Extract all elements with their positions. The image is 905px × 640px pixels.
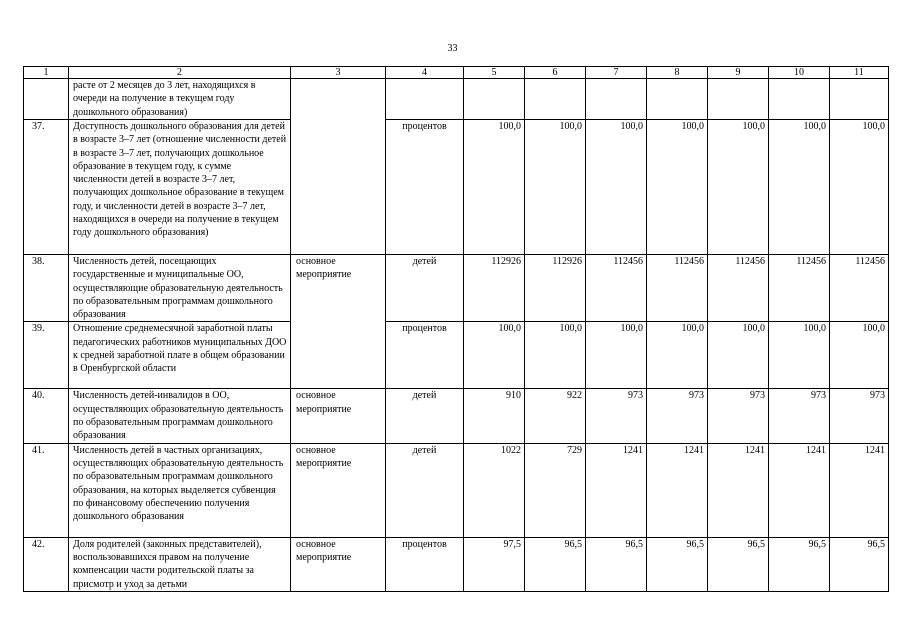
indicator-text: Доступность дошкольного образования для детей в возрасте 3–7 лет (отношение численности детей в возрасте 3–7 лет, получающих дошкольное образование в текущем году, к сумме численности детей в возрасте 3–7 лет, получающих дошкольное образование в текущем году, и численности детей в возрасте 3–7 лет, находящихся в очереди на получение в текущем году дошкольного образования) — [69, 120, 291, 255]
value-cell: 112456 — [830, 255, 889, 322]
column-header: 10 — [769, 67, 830, 79]
value-cell: 1241 — [769, 443, 830, 537]
value-cell — [830, 79, 889, 120]
column-header: 2 — [69, 67, 291, 79]
column-header: 3 — [291, 67, 386, 79]
value-cell: 100,0 — [708, 120, 769, 255]
indicator-text: расте от 2 месяцев до 3 лет, находящихся в очереди на получение в текущем году дошкольного образования) — [69, 79, 291, 120]
value-cell: 1022 — [464, 443, 525, 537]
value-cell: 96,5 — [586, 537, 647, 591]
value-cell: 112926 — [464, 255, 525, 322]
row-number — [24, 79, 69, 120]
event-cell: основное мероприятие — [291, 255, 386, 389]
value-cell: 973 — [647, 389, 708, 443]
value-cell: 96,5 — [769, 537, 830, 591]
column-header: 9 — [708, 67, 769, 79]
indicator-text: Численность детей в частных организациях, осуществляющих образовательную деятельность по образовательным программам дошкольного образования, на которых выделяется субвенция по финансовому обеспечению получения дошкольного образования — [69, 443, 291, 537]
unit-cell: процентов — [386, 537, 464, 591]
value-cell: 100,0 — [464, 120, 525, 255]
value-cell: 96,5 — [830, 537, 889, 591]
value-cell: 100,0 — [769, 120, 830, 255]
column-header: 7 — [586, 67, 647, 79]
value-cell: 100,0 — [525, 322, 586, 389]
column-header: 1 — [24, 67, 69, 79]
value-cell: 1241 — [708, 443, 769, 537]
value-cell: 100,0 — [647, 120, 708, 255]
unit-cell: процентов — [386, 120, 464, 255]
value-cell: 112456 — [769, 255, 830, 322]
indicator-text: Численность детей, посещающих государственные и муниципальные ОО, осуществляющие образовательную деятельность по образовательным программам дошкольного образования — [69, 255, 291, 322]
unit-cell: процентов — [386, 322, 464, 389]
value-cell: 910 — [464, 389, 525, 443]
value-cell — [525, 79, 586, 120]
table-row — [24, 443, 889, 537]
row-number: 39. — [24, 322, 69, 389]
value-cell: 96,5 — [647, 537, 708, 591]
value-cell: 100,0 — [586, 120, 647, 255]
value-cell: 973 — [586, 389, 647, 443]
value-cell — [647, 79, 708, 120]
row-number: 42. — [24, 537, 69, 591]
column-header: 8 — [647, 67, 708, 79]
value-cell: 100,0 — [708, 322, 769, 389]
value-cell: 112926 — [525, 255, 586, 322]
value-cell: 973 — [708, 389, 769, 443]
value-cell: 100,0 — [769, 322, 830, 389]
unit-cell — [386, 79, 464, 120]
table-row — [24, 255, 889, 322]
table-row — [24, 120, 889, 255]
value-cell — [769, 79, 830, 120]
event-cell: основное мероприятие — [291, 537, 386, 591]
value-cell: 1241 — [830, 443, 889, 537]
indicator-text: Отношение среднемесячной заработной платы педагогических работников муниципальных ДОО к средней заработной плате в общем образовании в Оренбургской области — [69, 322, 291, 389]
column-header: 4 — [386, 67, 464, 79]
table-header-row — [24, 67, 889, 79]
value-cell — [586, 79, 647, 120]
table-row — [24, 79, 889, 120]
value-cell — [708, 79, 769, 120]
event-cell — [291, 79, 386, 255]
value-cell: 100,0 — [464, 322, 525, 389]
event-cell: основное мероприятие — [291, 389, 386, 443]
row-number: 37. — [24, 120, 69, 255]
column-header: 11 — [830, 67, 889, 79]
table-row — [24, 537, 889, 591]
indicator-text: Доля родителей (законных представителей), воспользовавшихся правом на получение компенсации части родительской платы за присмотр и уход за детьми — [69, 537, 291, 591]
value-cell: 100,0 — [830, 322, 889, 389]
unit-cell: детей — [386, 443, 464, 537]
value-cell: 1241 — [647, 443, 708, 537]
value-cell: 729 — [525, 443, 586, 537]
table-row — [24, 389, 889, 443]
value-cell: 973 — [769, 389, 830, 443]
value-cell: 922 — [525, 389, 586, 443]
value-cell: 112456 — [708, 255, 769, 322]
value-cell — [464, 79, 525, 120]
column-header: 5 — [464, 67, 525, 79]
event-cell: основное мероприятие — [291, 443, 386, 537]
value-cell: 97,5 — [464, 537, 525, 591]
value-cell: 112456 — [586, 255, 647, 322]
unit-cell: детей — [386, 389, 464, 443]
value-cell: 973 — [830, 389, 889, 443]
column-header: 6 — [525, 67, 586, 79]
row-number: 40. — [24, 389, 69, 443]
value-cell: 100,0 — [586, 322, 647, 389]
value-cell: 100,0 — [647, 322, 708, 389]
row-number: 41. — [24, 443, 69, 537]
indicator-text: Численность детей-инвалидов в ОО, осуществляющих образовательную деятельность по образовательным программам дошкольного образования — [69, 389, 291, 443]
value-cell: 96,5 — [525, 537, 586, 591]
value-cell: 100,0 — [830, 120, 889, 255]
indicators-table — [23, 66, 889, 592]
value-cell: 96,5 — [708, 537, 769, 591]
row-number: 38. — [24, 255, 69, 322]
unit-cell: детей — [386, 255, 464, 322]
value-cell: 1241 — [586, 443, 647, 537]
table-row — [24, 322, 889, 389]
value-cell: 100,0 — [525, 120, 586, 255]
page-number: 33 — [447, 43, 458, 54]
value-cell: 112456 — [647, 255, 708, 322]
